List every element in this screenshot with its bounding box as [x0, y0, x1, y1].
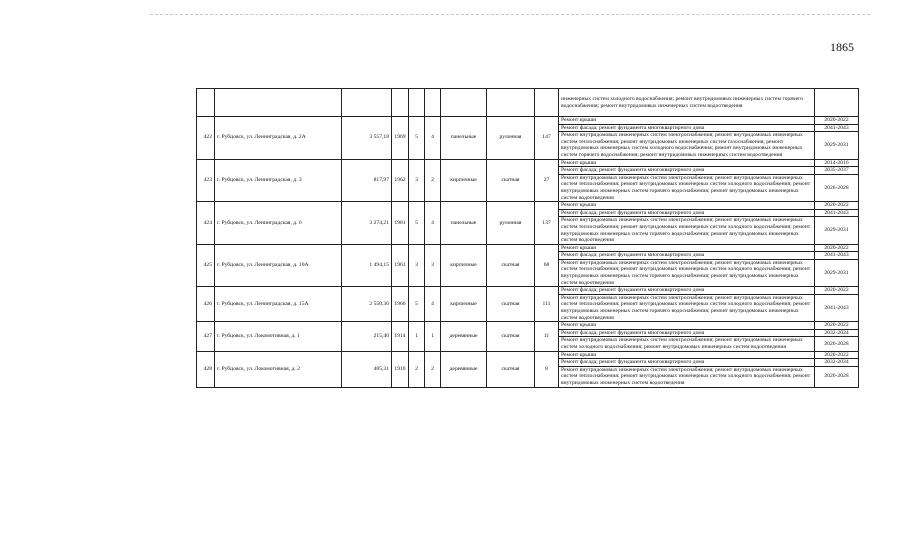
table-row — [197, 351, 859, 359]
table-row — [197, 202, 859, 210]
cell-address: г. Рубцовск, ул. Ленинградская, д. 2А — [215, 117, 342, 160]
cell-period: 2041-2043 — [815, 252, 859, 260]
cell-year: 1916 — [392, 351, 409, 387]
cell-work: Ремонт крыши — [559, 322, 815, 330]
cell-address: г. Рубцовск, ул. Ленинградская, д. 10А — [215, 244, 342, 287]
cell-roof: рулонная — [487, 117, 535, 160]
cell-num: 422 — [197, 117, 215, 160]
cell-period: 2029-2031 — [815, 217, 859, 244]
cell-num: 423 — [197, 159, 215, 202]
cell-work: Ремонт фасада; ремонт фундамента многоквартирного дома — [559, 329, 815, 337]
continuation-row — [197, 89, 859, 117]
cell-work: Ремонт фасада; ремонт фундамента многоквартирного дома — [559, 124, 815, 132]
cell-residents: 11 — [535, 322, 559, 351]
cell-area: 1 494,15 — [342, 244, 392, 287]
cell-floors: 3 — [409, 244, 425, 287]
cell-floors: 2 — [409, 351, 425, 387]
cell-period: 2020-2022 — [815, 351, 859, 359]
table-row — [197, 287, 859, 295]
cell-area: 3 557,18 — [342, 117, 392, 160]
cell-year: 1981 — [392, 202, 409, 245]
cell-period: 2020-2022 — [815, 287, 859, 295]
cell-work: Ремонт фасада; ремонт фундамента многоквартирного дома — [559, 252, 815, 260]
cell-num: 425 — [197, 244, 215, 287]
cell-area: 2 550,30 — [342, 287, 392, 322]
cell-year: 1966 — [392, 287, 409, 322]
cell-roof: скатная — [487, 287, 535, 322]
cell-entrances: 2 — [425, 351, 441, 387]
table-row — [197, 117, 859, 125]
cell-work: Ремонт внутридомовых инженерных систем электроснабжения; ремонт внутридомовых инженерных систем холодного водоснабжения; ремонт внутридомовых инженерных систем водоотведения — [559, 337, 815, 351]
cell-residents: 68 — [535, 244, 559, 287]
cell-period: 2026-2028 — [815, 337, 859, 351]
cell-period: 2032-2034 — [815, 359, 859, 367]
cell-num: 426 — [197, 287, 215, 322]
table-row — [197, 159, 859, 167]
cell-walls: деревянные — [441, 351, 487, 387]
cell-year: 1914 — [392, 322, 409, 351]
cell-address: г. Рубцовск, ул. Ленинградская, д. 6 — [215, 202, 342, 245]
cell-period: 2020-2022 — [815, 244, 859, 252]
cell-work: Ремонт крыши — [559, 244, 815, 252]
cell-residents: 27 — [535, 159, 559, 202]
cell-roof: скатная — [487, 351, 535, 387]
cell-num: 424 — [197, 202, 215, 245]
cell-year — [392, 89, 409, 117]
cell-period — [815, 89, 859, 117]
cell-work: инженерных систем холодного водоснабжения; ремонт внутридомовых инженерных систем горячего водоснабжения; ремонт внутридомовых инженерных систем водоотведения — [559, 89, 815, 117]
page-number: 1865 — [830, 40, 854, 54]
cell-entrances: 4 — [425, 287, 441, 322]
cell-entrances: 2 — [425, 159, 441, 202]
cell-residents: 147 — [535, 117, 559, 160]
cell-residents: 8 — [535, 351, 559, 387]
cell-area: 3 274,21 — [342, 202, 392, 245]
cell-walls: панельные — [441, 117, 487, 160]
cell-entrances: 1 — [425, 322, 441, 351]
cell-walls: деревянные — [441, 322, 487, 351]
cell-work: Ремонт фасада; ремонт фундамента многоквартирного дома — [559, 359, 815, 367]
cell-period: 2032-2034 — [815, 329, 859, 337]
cell-work: Ремонт внутридомовых инженерных систем электроснабжения; ремонт внутридомовых инженерных систем теплоснабжения; ремонт внутридомовых инженерных систем холодного водоснабжения; ремонт внутридомовых инженерных систем горячего водоснабжения; ремонт внутридомовых инженерных систем водоотведения — [559, 294, 815, 321]
cell-period: 2020-2022 — [815, 322, 859, 330]
cell-num: 428 — [197, 351, 215, 387]
cell-residents — [535, 89, 559, 117]
cell-period: 2020-2022 — [815, 202, 859, 210]
cell-roof: скатная — [487, 322, 535, 351]
cell-address: г. Рубцовск, ул. Локомотивная, д. 2 — [215, 351, 342, 387]
cell-walls: кирпичные — [441, 287, 487, 322]
cell-floors — [409, 89, 425, 117]
cell-floors: 5 — [409, 117, 425, 160]
cell-work: Ремонт фасада; ремонт фундамента многоквартирного дома — [559, 209, 815, 217]
table-row — [197, 322, 859, 330]
cell-walls: кирпичные — [441, 244, 487, 287]
cell-walls: кирпичные — [441, 159, 487, 202]
table-row — [197, 244, 859, 252]
cell-address: г. Рубцовск, ул. Ленинградская, д. 3 — [215, 159, 342, 202]
cell-work: Ремонт внутридомовых инженерных систем электроснабжения; ремонт внутридомовых инженерных систем теплоснабжения; ремонт внутридомовых инженерных систем газоснабжения; ремонт внутридомовых инженерных систем холодного водоснабжения; ремонт внутридомовых инженерных систем горячего водоснабжения; ремонт внутридомовых инженерных систем водоотведения — [559, 132, 815, 159]
cell-num — [197, 89, 215, 117]
cell-residents: 137 — [535, 202, 559, 245]
cell-floors: 5 — [409, 202, 425, 245]
cell-residents: 111 — [535, 287, 559, 322]
cell-roof: скатная — [487, 159, 535, 202]
cell-period: 2020-2022 — [815, 117, 859, 125]
cell-address: г. Рубцовск, ул. Локомотивная, д. 1 — [215, 322, 342, 351]
cell-work: Ремонт внутридомовых инженерных систем электроснабжения; ремонт внутридомовых инженерных систем теплоснабжения; ремонт внутридомовых инженерных систем холодного водоснабжения; ремонт внутридомовых инженерных систем горячего водоснабжения; ремонт внутридомовых инженерных систем водоотведения — [559, 174, 815, 201]
cell-roof: рулонная — [487, 202, 535, 245]
cell-area: 485,31 — [342, 351, 392, 387]
cell-address — [215, 89, 342, 117]
cell-period: 2035-2037 — [815, 167, 859, 175]
table-body — [197, 89, 859, 388]
cell-entrances — [425, 89, 441, 117]
cell-entrances: 3 — [425, 244, 441, 287]
cell-year: 1962 — [392, 159, 409, 202]
cell-floors: 5 — [409, 287, 425, 322]
cell-work: Ремонт крыши — [559, 351, 815, 359]
cell-work: Ремонт крыши — [559, 159, 815, 167]
cell-work: Ремонт крыши — [559, 202, 815, 210]
cell-area: 215,40 — [342, 322, 392, 351]
cell-period: 2041-2043 — [815, 124, 859, 132]
cell-area — [342, 89, 392, 117]
cell-period: 2026-2028 — [815, 366, 859, 387]
cell-floors: 1 — [409, 322, 425, 351]
cell-area: 817,97 — [342, 159, 392, 202]
repair-schedule-table — [196, 88, 859, 388]
cell-period: 2029-2031 — [815, 132, 859, 159]
cell-entrances: 4 — [425, 202, 441, 245]
cell-work: Ремонт внутридомовых инженерных систем электроснабжения; ремонт внутридомовых инженерных систем теплоснабжения; ремонт внутридомовых инженерных систем холодного водоснабжения; ремонт внутридомовых инженерных систем горячего водоснабжения; ремонт внутридомовых инженерных систем водоотведения — [559, 217, 815, 244]
cell-walls: панельные — [441, 202, 487, 245]
cell-floors: 3 — [409, 159, 425, 202]
cell-period: 2029-2031 — [815, 259, 859, 286]
cell-work: Ремонт крыши — [559, 117, 815, 125]
cell-work: Ремонт внутридомовых инженерных систем электроснабжения; ремонт внутридомовых инженерных систем теплоснабжения; ремонт внутридомовых инженерных систем холодного водоснабжения; ремонт внутридомовых инженерных систем водоотведения — [559, 366, 815, 387]
cell-period: 2041-2043 — [815, 209, 859, 217]
cell-num: 427 — [197, 322, 215, 351]
cell-roof — [487, 89, 535, 117]
cell-walls — [441, 89, 487, 117]
scan-edge-line — [150, 14, 870, 15]
cell-period: 2014-2016 — [815, 159, 859, 167]
cell-year: 1961 — [392, 244, 409, 287]
cell-address: г. Рубцовск, ул. Ленинградская, д. 15А — [215, 287, 342, 322]
cell-period: 2026-2028 — [815, 174, 859, 201]
cell-year: 1969 — [392, 117, 409, 160]
cell-roof: скатная — [487, 244, 535, 287]
cell-work: Ремонт внутридомовых инженерных систем электроснабжения; ремонт внутридомовых инженерных систем теплоснабжения; ремонт внутридомовых инженерных систем холодного водоснабжения; ремонт внутридомовых инженерных систем горячего водоснабжения; ремонт внутридомовых инженерных систем водоотведения — [559, 259, 815, 286]
cell-work: Ремонт фасада; ремонт фундамента многоквартирного дома — [559, 287, 815, 295]
cell-work: Ремонт фасада; ремонт фундамента многоквартирного дома — [559, 167, 815, 175]
cell-entrances: 4 — [425, 117, 441, 160]
cell-period: 2041-2043 — [815, 294, 859, 321]
